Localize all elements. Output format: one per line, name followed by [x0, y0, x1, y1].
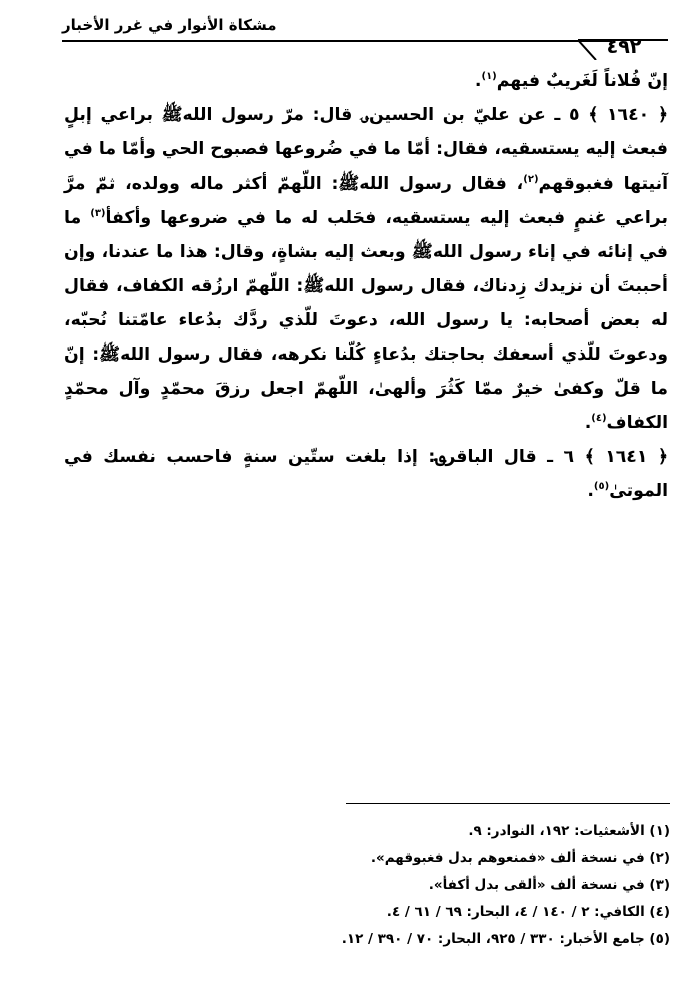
footnote-3: (٣) في نسخة ألف «ألقى بدل أكفأ».	[428, 877, 670, 893]
honorific-glyph: ﷺ	[303, 276, 325, 297]
footnotes	[200, 818, 670, 953]
page-number: ٤٩٢	[606, 36, 642, 58]
honorific-glyph: ؈	[361, 105, 369, 126]
footnote-ref-1: (١)	[481, 71, 497, 83]
footnote-2: (٢) في نسخة ألف «فمنعوهم بدل فغبوقهم».	[370, 850, 670, 866]
footnote-separator	[346, 803, 670, 804]
honorific-glyph: ﷺ	[99, 344, 121, 365]
honorific-glyph: ﷺ	[411, 242, 433, 263]
book-title: مشكاة الأنوار في غرر الأخبار	[62, 16, 277, 34]
header-rule	[62, 40, 612, 42]
honorific-glyph: ﷺ	[161, 105, 183, 126]
footnote-ref-4: (٤)	[591, 413, 607, 425]
honorific-glyph: ؈	[435, 447, 446, 468]
footnote-5: (٥) جامع الأخبار: ٣٣٠ / ٩٢٥، البحار: ٧٠ / ٣٩٠ / ١٢.	[341, 931, 670, 947]
footnote-ref-3: (٣)	[90, 208, 106, 220]
hadith-number: ﴿ ١٦٤١ ﴾	[584, 447, 668, 468]
footnote-1: (١) الأشعثيات: ١٩٢، النوادر: ٩.	[468, 823, 670, 839]
footnote-ref-5: (٥)	[593, 481, 610, 493]
hadith-1641: ﴿ ١٦٤١ ﴾ ٦ ـ قال الباقر؈: إذا بلغت ستّين سنةٍ فاحسب نفسك في الموتىٰ$^{(٥)}$.	[64, 447, 668, 502]
hadith-1640: ﴿ ١٦٤٠ ﴾ ٥ ـ عن عليّ بن الحسين؈ قال: مرّ رسول اللهﷺ براعي إبلٍ فبعث إليه يستسقيه، فقال: أمّا ما في ضُروعها فصبوح الحي وأمّا ما في آنيتها فغبوقهم$^{(٢)}$، فقال رسول اللهﷺ: اللّهمّ أكثر ماله وولده، ثمّ مرَّ براعي غنمٍ فبعث إليه يستسقيه، فحَلب له ما في ضروعها وأكفأ$^{(٣)}$ ما في إنائه في إناء رسول اللهﷺ وبعث إليه بشاةٍ، وقال: هذا ما عندنا، وإن أحببتَ أن نزيدك زِدناك، فقال رسول اللهﷺ: اللّهمّ ارزُقه الكفاف، فقال له بعض أصحابه: يا رسول الله، دعوتَ للّذي ردَّك بدُعاء عامّتنا نُحبّه، ودعوتَ للّذي أسعفك بحاجتك بدُعاءٍ كُلّنا نكرهه، فقال رسول اللهﷺ: إنّ ما قلّ وكفىٰ خيرٌ ممّا كَثُرَ وألهىٰ، اللّهمّ اجعل رزقَ محمّدٍ وآل محمّدٍ الكفاف$^{(٤)}$.	[64, 105, 669, 434]
paragraph-continuation: إنّ فُلاناً لَغَريبٌ فيهم$^{(١)}$.	[474, 71, 668, 91]
footnote-ref-2: (٢)	[523, 173, 539, 185]
honorific-glyph: ﷺ	[338, 173, 360, 194]
footnote-4: (٤) الكافي: ٢ / ١٤٠ / ٤، البحار: ٦٩ / ٦١ / ٤.	[386, 904, 670, 920]
main-text	[64, 64, 668, 509]
hadith-number: ﴿ ١٦٤٠ ﴾	[588, 105, 668, 126]
